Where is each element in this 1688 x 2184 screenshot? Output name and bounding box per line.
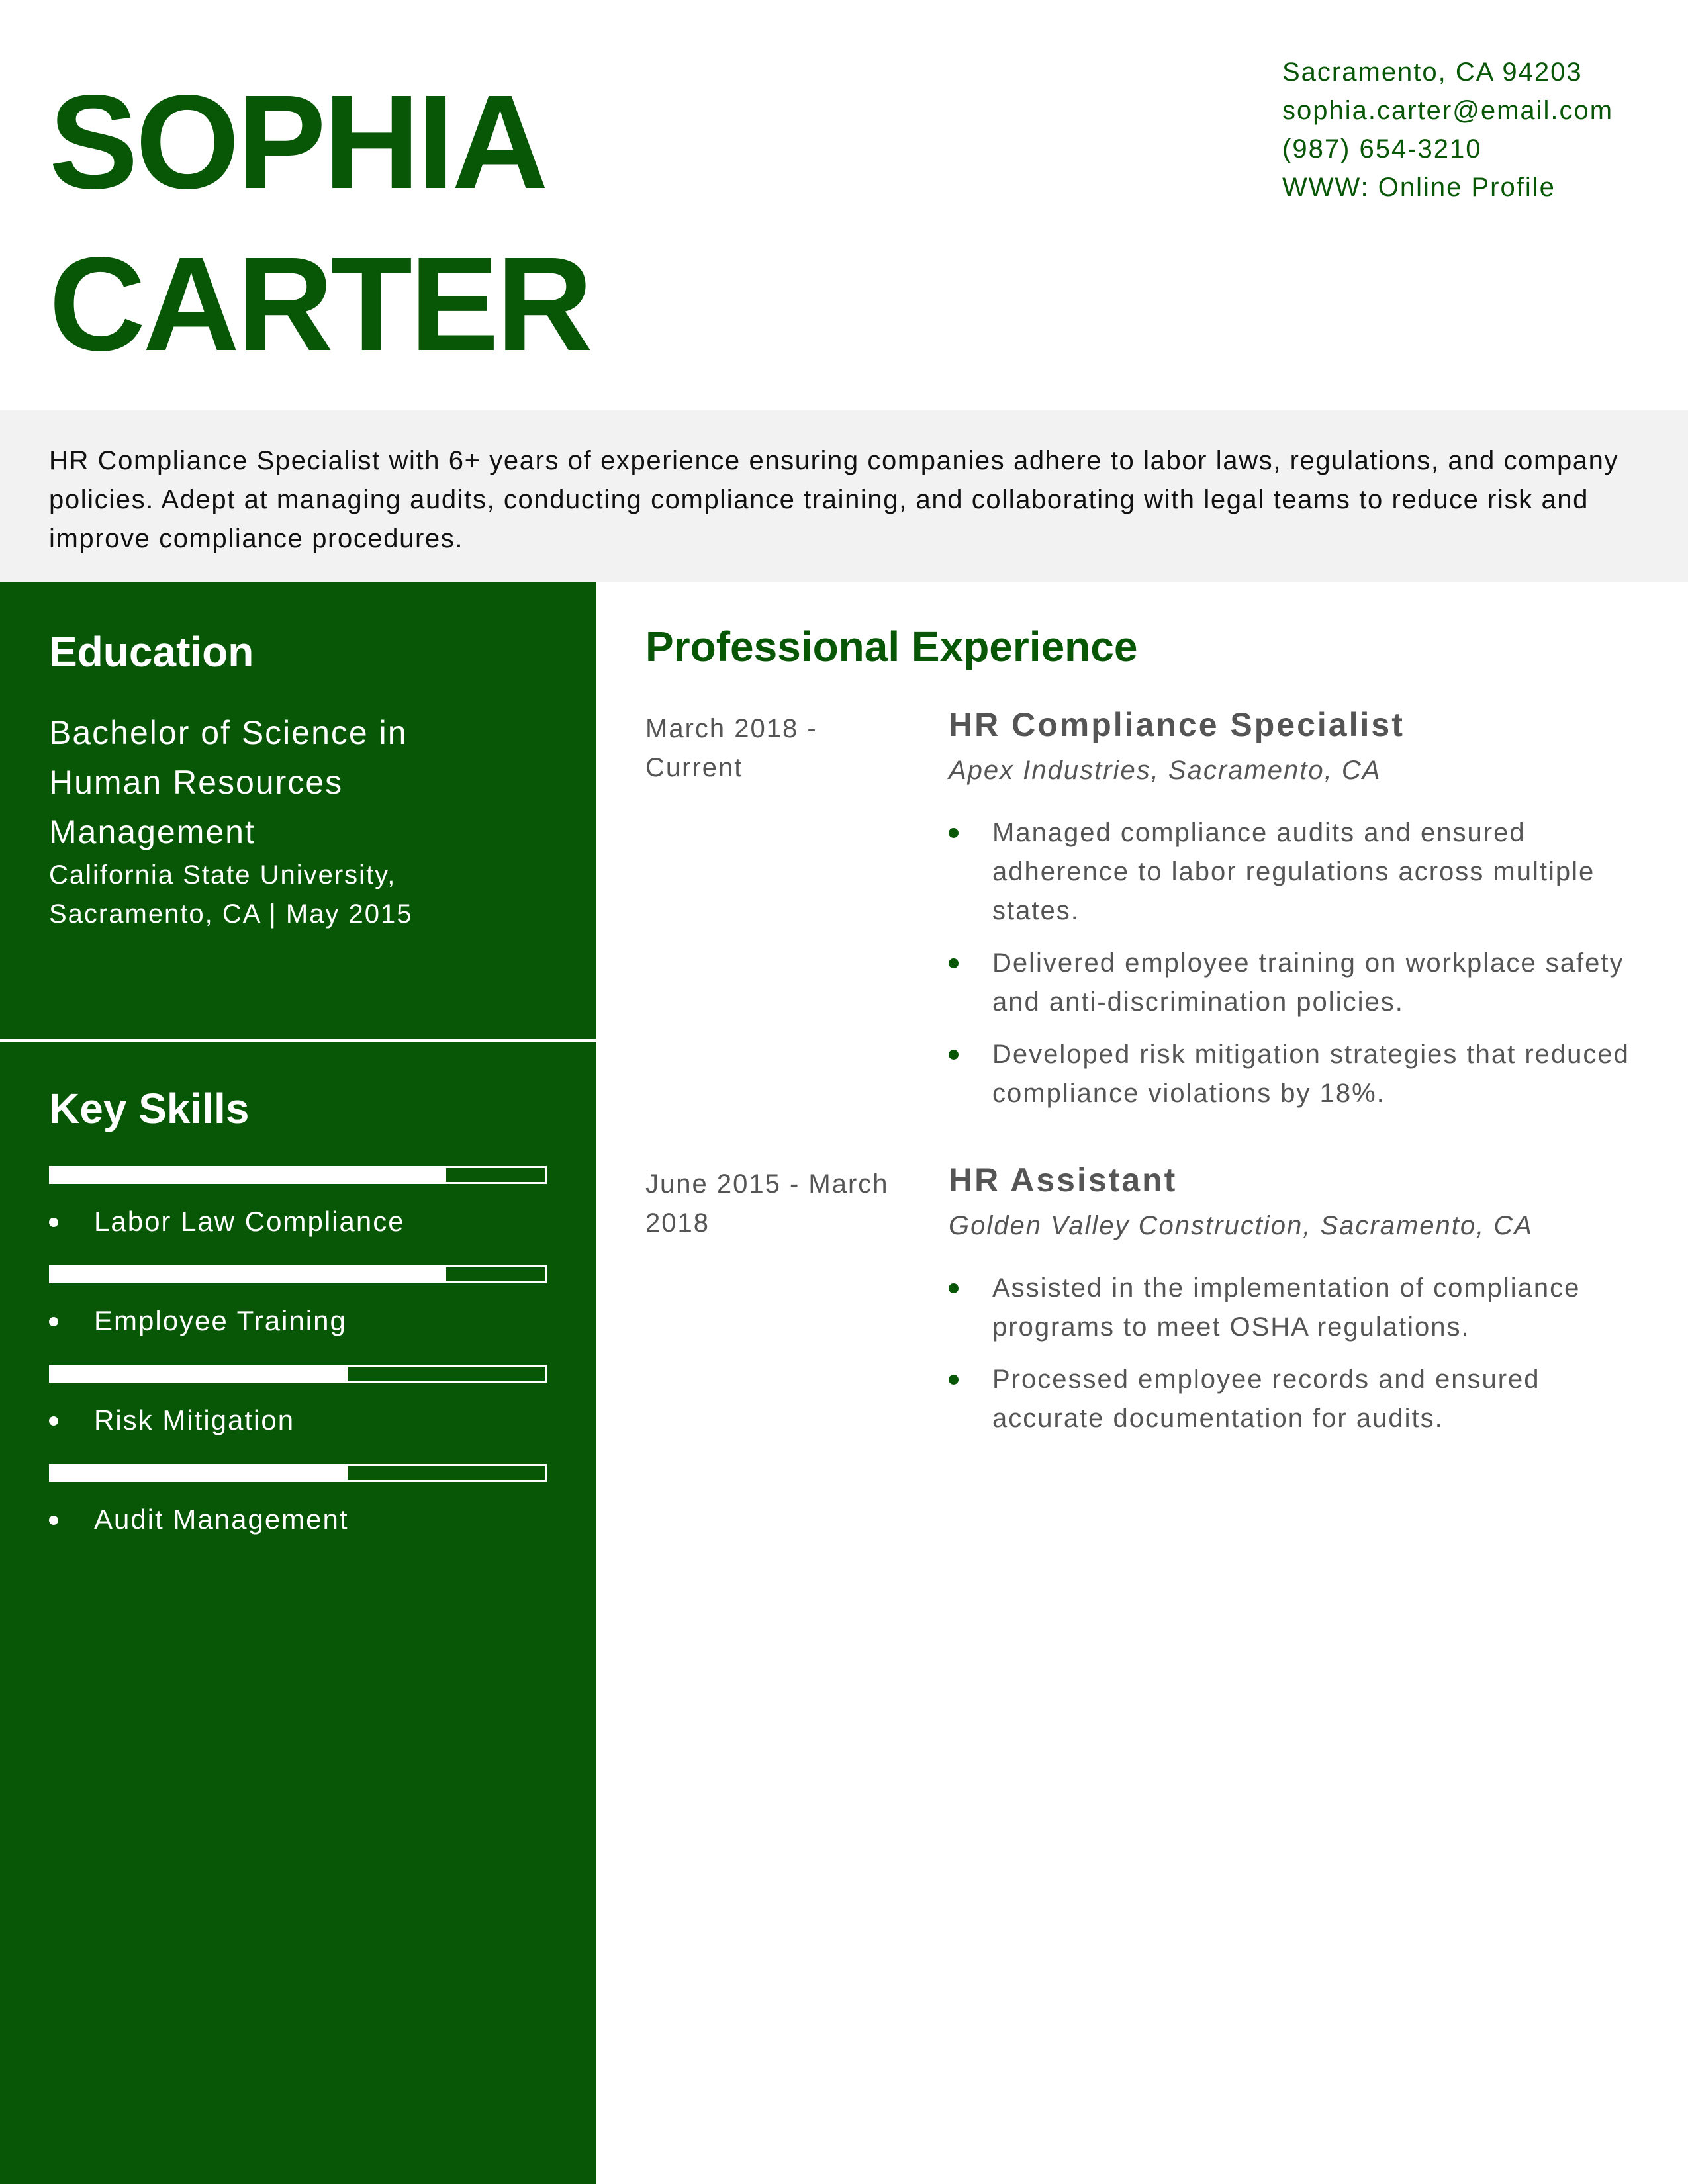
candidate-name (49, 61, 590, 385)
skill-label: Employee Training (94, 1305, 347, 1336)
skill-level-fill (51, 1168, 446, 1182)
skill-label: Risk Mitigation (94, 1404, 295, 1435)
school-line: Sacramento, CA | May 2015 (49, 899, 413, 929)
bullet-icon (949, 1375, 959, 1385)
job-date-line: Current (645, 753, 743, 782)
education-heading: Education (49, 628, 254, 676)
job-bullet-text: Delivered employee training on workplace safety and anti-discrimination policies. (992, 948, 1624, 1017)
sidebar (0, 582, 596, 2184)
last-name: CARTER (49, 229, 590, 379)
job-bullet (949, 1360, 1650, 1438)
skill-item (49, 1265, 547, 1365)
summary-text: HR Compliance Specialist with 6+ years of experience ensuring companies adhere to labor laws, regulations, and company policies. Adept at managing audits, conducting compliance training, and collaborating with legal teams to reduce risk and improve compliance procedures. (49, 446, 1619, 553)
skill-level-fill (51, 1466, 348, 1480)
contact-phone[interactable]: (987) 654-3210 (1282, 134, 1482, 163)
job-bullet (949, 1269, 1650, 1347)
job-date-line: June 2015 - March (645, 1169, 889, 1199)
job-company: Apex Industries, Sacramento, CA (949, 756, 1382, 785)
bullet-icon (949, 958, 959, 968)
contact-website[interactable]: WWW: Online Profile (1282, 173, 1556, 202)
bullet-icon (49, 1516, 58, 1525)
first-name: SOPHIA (49, 67, 546, 216)
degree-line: Bachelor of Science in (49, 714, 408, 751)
degree-line: Human Resources (49, 764, 344, 801)
skill-level-bar (49, 1265, 547, 1283)
job-bullet-list (949, 813, 1650, 1126)
job-company: Golden Valley Construction, Sacramento, CA (949, 1211, 1533, 1240)
job-bullet-text: Managed compliance audits and ensured adherence to labor regulations across multiple states. (992, 818, 1595, 925)
bullet-icon (949, 1283, 959, 1293)
skill-label: Labor Law Compliance (94, 1206, 405, 1237)
job-bullet-text: Processed employee records and ensured accurate documentation for audits. (992, 1365, 1540, 1433)
contact-address: Sacramento, CA 94203 (1282, 58, 1583, 87)
job-date-line: 2018 (645, 1208, 710, 1238)
job-bullet-text: Assisted in the implementation of compliance programs to meet OSHA regulations. (992, 1273, 1581, 1342)
education-degree (49, 708, 526, 857)
skill-level-bar (49, 1464, 547, 1482)
bullet-icon (49, 1218, 58, 1227)
bullet-icon (949, 1050, 959, 1060)
contact-info (1282, 53, 1613, 206)
skill-level-bar (49, 1166, 547, 1184)
bullet-icon (49, 1317, 58, 1326)
skill-item (49, 1365, 547, 1464)
job-bullet (949, 813, 1650, 931)
education-school (49, 856, 552, 934)
degree-line: Management (49, 813, 256, 850)
skill-label: Audit Management (94, 1504, 349, 1535)
job-date-line: March 2018 - (645, 714, 818, 743)
skill-level-fill (51, 1367, 348, 1381)
job-bullet-list (949, 1269, 1650, 1451)
skills-heading: Key Skills (49, 1085, 250, 1132)
skill-item (49, 1166, 547, 1265)
job-title: HR Compliance Specialist (949, 706, 1405, 743)
summary-band (0, 410, 1688, 582)
school-line: California State University, (49, 860, 397, 889)
bullet-icon (949, 828, 959, 838)
skill-level-bar (49, 1365, 547, 1383)
skill-level-fill (51, 1267, 446, 1281)
job-bullet (949, 1035, 1650, 1113)
job-dates (645, 709, 923, 788)
bullet-icon (49, 1416, 58, 1426)
job-title: HR Assistant (949, 1161, 1178, 1199)
contact-email[interactable]: sophia.carter@email.com (1282, 96, 1614, 125)
skill-item (49, 1464, 547, 1563)
job-bullet-text: Developed risk mitigation strategies that reduced compliance violations by 18%. (992, 1040, 1630, 1108)
experience-heading: Professional Experience (645, 623, 1138, 670)
job-bullet (949, 944, 1650, 1022)
job-dates (645, 1165, 923, 1243)
sidebar-divider (0, 1039, 596, 1042)
